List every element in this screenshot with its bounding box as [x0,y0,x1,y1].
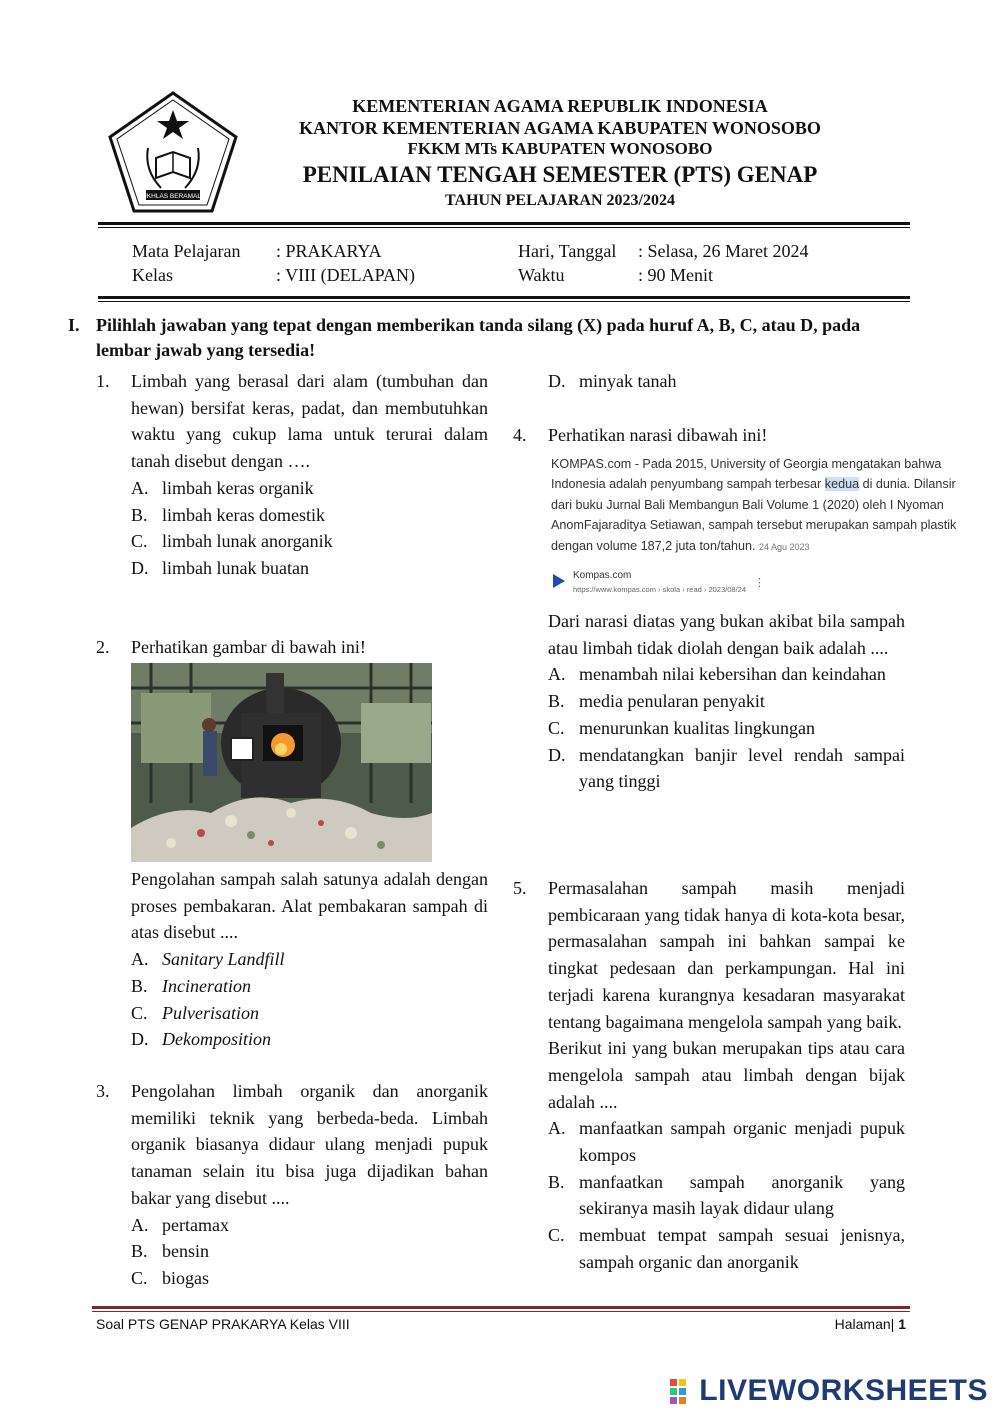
question-stem: Perhatikan narasi dibawah ini! [548,425,768,445]
question-number: 3. [96,1081,110,1101]
option-b[interactable]: B. limbah keras domestik [131,504,325,525]
news-snippet [551,454,961,557]
option-a[interactable]: A. Sanitary Landfill [131,949,285,970]
option-a[interactable]: A. pertamax [131,1214,229,1235]
option-a[interactable]: A. limbah keras organik [131,477,314,498]
question-stem: Perhatikan gambar di bawah ini! [131,637,366,657]
news-text-before: KOMPAS.com - Pada 2015, University of Georgia mengatakan bahwa Indonesia adalah penyumbang sampah terbesar [551,457,942,492]
footer-rule-thin [92,1311,910,1312]
option-c[interactable]: C. limbah lunak anorganik [131,531,333,552]
option-c[interactable]: C. membuat tempat sampah sesuai jenisnya, sampah organic dan anorganik [548,1225,905,1272]
question-stem-continued: Dari narasi diatas yang bukan akibat bila sampah atau limbah tidak diolah dengan baik adalah .... [548,611,905,658]
section-instruction [68,313,898,363]
liveworksheets-logo-icon [669,1378,695,1404]
question-5 [513,875,905,1276]
news-date: 24 Agu 2023 [758,541,810,552]
footer-title: Soal PTS GENAP PRAKARYA Kelas VIII [96,1316,350,1332]
date-label: Hari, Tanggal [518,241,617,261]
option-d[interactable]: D. mendatangkan banjir level rendah sampai yang tinggi [548,744,905,792]
header-rule-thin [98,227,910,228]
section-text: Pilihlah jawaban yang tepat dengan memberikan tanda silang (X) pada huruf A, B, C, atau D, pada lembar jawab yang tersedia! [96,315,861,360]
header-line-2: KANTOR KEMENTERIAN AGAMA KABUPATEN WONOSOBO [299,117,821,138]
ministry-logo [106,90,240,214]
news-text-after: di dunia. Dilansir dari buku Jurnal Bali Membangun Bali Volume 1 (2020) oleh I Nyoman AnomFajaraditya Setiawan, sampah tersebut merupakan sampah plastik dengan volume 187,2 juta ton/tahun. [551,477,957,553]
question-number: 2. [96,637,110,657]
option-a[interactable]: A. menambah nilai kebersihan dan keindahan [548,664,886,685]
news-source-name: Kompas.com [573,570,632,581]
liveworksheets-brand[interactable] [669,1374,988,1408]
option-a[interactable]: A. manfaatkan sampah organic menjadi pupuk kompos [548,1118,905,1166]
logo-text: IKHLAS BERAMAL [145,193,201,200]
question-number: 5. [513,878,527,898]
page-indicator [835,1316,906,1332]
time-label: Waktu [518,265,565,285]
question-2-body [96,866,488,1053]
kompas-icon [551,572,567,590]
footer-rule-thick [92,1306,910,1309]
question-4 [513,422,905,449]
question-1 [96,368,488,582]
exam-info [0,240,1000,290]
news-source[interactable] [551,568,851,598]
page-number: 1 [898,1316,906,1332]
option-d[interactable]: D. limbah lunak buatan [131,557,309,578]
option-c[interactable]: C. biogas [131,1267,209,1288]
brand-text: LIVEWORKSHEETS [699,1374,988,1407]
letterhead [250,96,870,210]
question-stem: Permasalahan sampah masih menjadi pembicaraan yang tidak hanya di kota-kota besar, permasalahan sampah ini bahkan sampai ke tingkat pedesaan dan perkampungan. Hal ini terjadi karena kurangnya kesadaran masyarakat tentang bagaimana mengelola sampah yang baik. [548,878,905,1032]
header-line-3: FKKM MTs KABUPATEN WONOSOBO [407,139,713,159]
option-b[interactable]: B. manfaatkan sampah anorganik yang sekiranya masih layak didaur ulang [548,1171,905,1219]
academic-year: TAHUN PELAJARAN 2023/2024 [445,192,675,210]
more-vert-icon[interactable]: ⋮ [754,577,765,589]
question-3 [96,1078,488,1292]
question-stem: Limbah yang berasal dari alam (tumbuhan dan hewan) bersifat keras, padat, dan membutuhkan waktu yang cukup lama untuk terurai dalam tanah disebut dengan …. [131,371,488,472]
question-stem-continued: Pengolahan sampah salah satunya adalah dengan proses pembakaran. Alat pembakaran sampah di atas disebut .... [131,869,488,943]
exam-title: PENILAIAN TENGAH SEMESTER (PTS) GENAP [302,161,818,187]
header-line-1: KEMENTERIAN AGAMA REPUBLIK INDONESIA [352,96,768,116]
date-value: : Selasa, 26 Maret 2024 [638,241,809,261]
info-rule-thick [98,296,910,299]
option-d[interactable]: D. Dekomposition [131,1029,271,1050]
question-stem-2: Berikut ini yang bukan merupakan tips atau cara mengelola sampah atau limbah dengan bijak adalah .... [548,1038,905,1112]
option-d[interactable]: D. minyak tanah [548,371,677,391]
question-2 [96,634,488,661]
question-number: 1. [96,371,110,391]
section-number: I. [68,315,80,335]
page-label: Halaman| [834,1316,895,1332]
option-b[interactable]: B. media penularan penyakit [548,691,765,712]
subject-label: Mata Pelajaran [132,241,241,261]
question-3-continued [548,368,905,395]
info-rule-thin [98,301,910,302]
option-b[interactable]: B. Incineration [131,975,251,996]
news-source-url: https://www.kompas.com › skola › read › 2023/08/24 [573,585,746,594]
option-c[interactable]: C. menurunkan kualitas lingkungan [548,717,815,738]
option-b[interactable]: B. bensin [131,1241,209,1262]
news-highlight: kedua [824,477,860,492]
option-c[interactable]: C. Pulverisation [131,1002,259,1023]
time-value: : 90 Menit [638,265,713,285]
class-value: : VIII (DELAPAN) [276,265,415,285]
subject-value: : PRAKARYA [276,241,382,261]
incinerator-photo [131,663,432,862]
question-4-body [548,608,905,795]
class-label: Kelas [132,265,173,285]
question-stem: Pengolahan limbah organik dan anorganik memiliki teknik yang berbeda-beda. Limbah organik biasanya didaur ulang menjadi pupuk tanaman selain itu bisa juga dijadikan bahan bakar yang disebut .... [131,1081,488,1208]
question-number: 4. [513,425,527,445]
header-rule-thick [98,222,910,225]
